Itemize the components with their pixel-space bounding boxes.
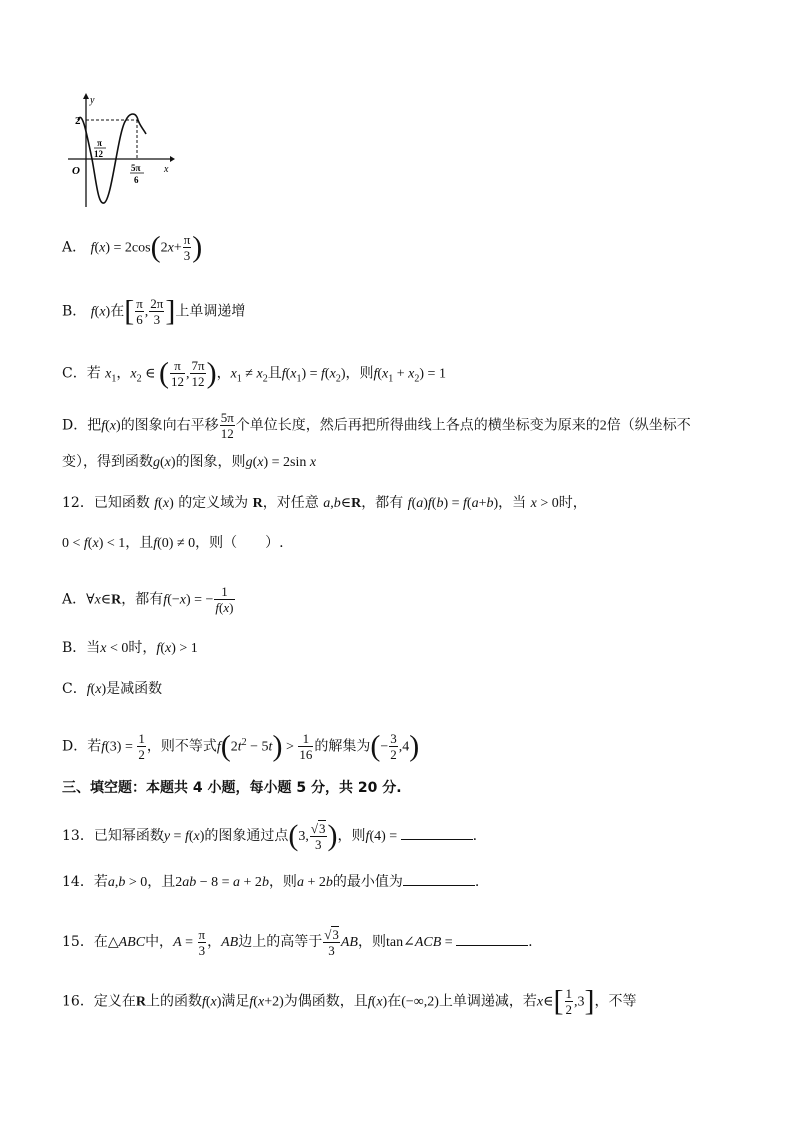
- q12-stem-line2: 0 < f(x) < 1，且f(0) ≠ 0，则（ ）.: [62, 535, 284, 551]
- x-axis-label: x: [164, 164, 169, 175]
- option-d-label: D．把: [62, 417, 102, 434]
- x-tick-2-num: 5π: [131, 163, 141, 173]
- x-axis-arrow: [170, 156, 175, 162]
- q13-answer-blank[interactable]: [401, 827, 473, 840]
- q15-answer-blank[interactable]: [456, 933, 528, 946]
- q14-answer-blank[interactable]: [403, 873, 475, 886]
- section-3-title: 三、填空题：本题共 4 小题，每小题 5 分，共 20 分.: [62, 780, 402, 796]
- q11-option-b: B． f(x)在[ $\frac{\pi}{6}$ , $\frac{2\pi}{3}$ ]上单调递增: [62, 294, 246, 328]
- q13: 13．已知幂函数y = f(x)的图象通过点(3, $\frac{√3}{3}$ )，则f(4) = .: [62, 819, 478, 852]
- q12-option-d: D．若f(3) = $\frac{1}{2}$ ，则不等式$f(2t^2 - 5t)$ > $\frac{1}{16}$ 的解集为(− $\frac{3}{2}$ ,4): [62, 729, 420, 763]
- q11-option-d-line1: D．把f(x)的图象向右平移 $\frac{5\pi}{12}$ 个单位长度，然后再把所得曲线上各点的横坐标变为原来的2倍（纵坐标不: [62, 410, 691, 441]
- q11-option-c: C．若 $x_1$，$x_2$ ∈ ( $\frac{\pi}{12}$ , $\frac{7\pi}{12}$ )，$x_1 \ne x_2$且$f(x_1) = f(x_2)$，则$f(x_1 + x_2) = 1$: [62, 356, 446, 390]
- function-graph: [64, 90, 176, 210]
- x-tick-2-den: 6: [134, 175, 139, 185]
- q12-stem-line1: 12．已知函数 f(x) 的定义域为 R，对任意 a,b∈R，都有 f(a)f(b) = f(a+b)，当 x > 0时，: [62, 495, 587, 511]
- x-tick-1-num: π: [97, 138, 102, 148]
- origin-label: O: [72, 165, 80, 177]
- q12-option-c: C．f(x)是减函数: [62, 681, 163, 697]
- q15: 15．在△ABC中，A = $\frac{\pi}{3}$ ，AB边上的高等于 $\frac{√3}{3}$ AB，则tan∠ACB = .: [62, 926, 533, 958]
- q11-option-a: A． f(x) = 2cos(2x+ $\frac{\pi}{3}$ ): [62, 230, 203, 264]
- option-b-label: B．: [62, 303, 87, 320]
- q14: 14．若a,b > 0，且2ab − 8 = a + 2b，则a + 2b的最小值为 .: [62, 874, 480, 890]
- y-axis-arrow: [83, 93, 89, 99]
- y-max-label: 2: [75, 115, 81, 127]
- x-tick-1-den: 12: [94, 149, 103, 159]
- option-c-label: C．若: [62, 365, 101, 382]
- q12-option-b: B．当x < 0时，f(x) > 1: [62, 640, 198, 656]
- q12-option-a: A．∀x∈R，都有f(−x) = − $\frac{1}{f(x)}$: [62, 584, 234, 615]
- option-a-label: A．: [62, 239, 87, 256]
- y-axis-label: y: [90, 95, 95, 106]
- q11-option-d-line2: 变），得到函数g(x)的图象，则g(x) = 2sin x: [62, 454, 317, 470]
- q16: 16．定义在R上的函数f(x)满足f(x+2)为偶函数，且f(x)在(−∞,2)上单调递减，若x∈[ $\frac{1}{2}$ ,3]，不等: [62, 984, 637, 1018]
